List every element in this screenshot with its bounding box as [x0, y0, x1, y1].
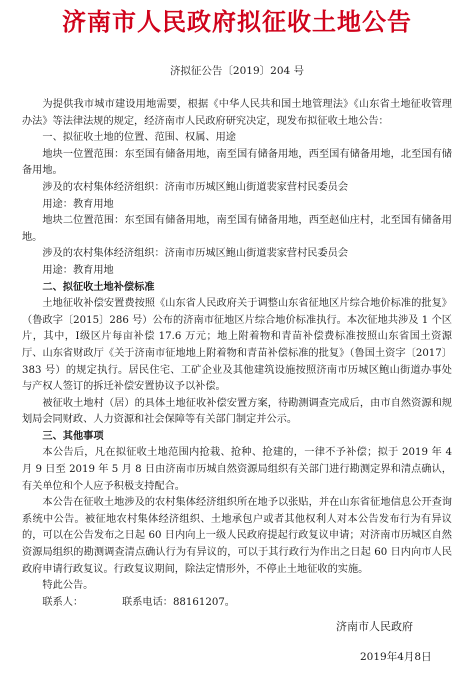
- closing-phrase: 特此公告。: [42, 580, 94, 592]
- document-number: 济拟征公告〔2019〕204 号: [169, 65, 305, 77]
- parcel-2-collective: 涉及的农村集体经济组织：济南市历城区鲍山街道裴家营村民委员会: [42, 248, 349, 260]
- issue-date: 2019年4月8日: [360, 651, 432, 663]
- parcel-1-use: 用途：教育用地: [42, 198, 114, 210]
- parcel-1-range: 地块一位置范围：东至国有储备用地，南至国有储备用地，西至国有储备用地，北至国有储备用地。: [22, 148, 452, 177]
- signature: 济南市人民政府: [336, 620, 413, 633]
- intro-paragraph: 为提供我市城市建设用地需要，根据《中华人民共和国土地管理法》《山东省土地征收管理办法》等法律法规的规定，经济南市人民政府研究决定，现发布拟征收土地公告：: [22, 99, 452, 127]
- compensation-plan: 被征收土地村（居）的具体土地征收补偿安置方案，待勘测调查完成后，由市自然资源和规划局会同财政、人力资源和社会保障等有关部门制定并公示。: [22, 397, 452, 426]
- contact-phone: 联系电话：88161207。: [122, 596, 235, 608]
- other-matters-1: 本公告后，凡在拟征收土地范围内抢栽、抢种、抢建的，一律不予补偿；拟于 2019 年 4 月 9 日至 2019 年 5 月 8 日由济南市历城自然资源局组织有关部门进行勘测定界和清点确认，有关单位和个人应予积极支持配合。: [22, 447, 452, 492]
- parcel-2-use: 用途：教育用地: [42, 264, 114, 276]
- contact-line: [22, 595, 452, 612]
- compensation-standard: 土地征收补偿安置费按照《山东省人民政府关于调整山东省征地区片综合地价标准的批复》（鲁政字〔2015〕286 号）公布的济南市征地区片综合地价标准执行。本次征地共涉及 1 个区片，其中，Ⅰ级区片每亩补偿 17.6 万元；地上附着物和青苗补偿费标准按照山东省国土资源厅、山东省财政厅《关于济南市征地地上附着物和青苗补偿标准的批复》（鲁国土资字〔2017〕383 号）的规定执行。居民住宅、工矿企业及其他建筑设施按照济南市历城区鲍山街道办事处与产权人签订的拆迁补偿安置协议予以补偿。: [22, 298, 452, 393]
- contact-label: 联系人：: [42, 596, 84, 608]
- section-heading-location: 一、拟征收土地的位置、范围、权属、用途: [42, 132, 236, 144]
- announcement-body: [22, 97, 452, 611]
- page-title: 济南市人民政府拟征收土地公告: [62, 8, 412, 36]
- section-heading-other: 三、其他事项: [42, 430, 104, 442]
- parcel-1-collective: 涉及的农村集体经济组织：济南市历城区鲍山街道裴家营村民委员会: [42, 181, 349, 193]
- parcel-2-range: 地块二位置范围：东至国有储备用地，南至国有储备用地，西至赵仙庄村，北至国有储备用地。: [22, 215, 452, 243]
- section-heading-compensation: 二、拟征收土地补偿标准: [42, 281, 155, 293]
- other-matters-2: 本公告在征收土地涉及的农村集体经济组织所在地予以张贴，并在山东省征地信息公开查询系统中公告。被征地农村集体经济组织、土地承包户或者其他权利人对本公告发布行为有异议的，可以在公告发布之日起 60 日内向上一级人民政府提起行政复议申请；对济南市历城区自然资源局组织的勘测调查清点确认行为有异议的，可以于其行政行为作出之日起 60 日内向市人民政府申请行政复议。行政复议期间，除法定情形外，不停止土地征收的实施。: [22, 497, 452, 575]
